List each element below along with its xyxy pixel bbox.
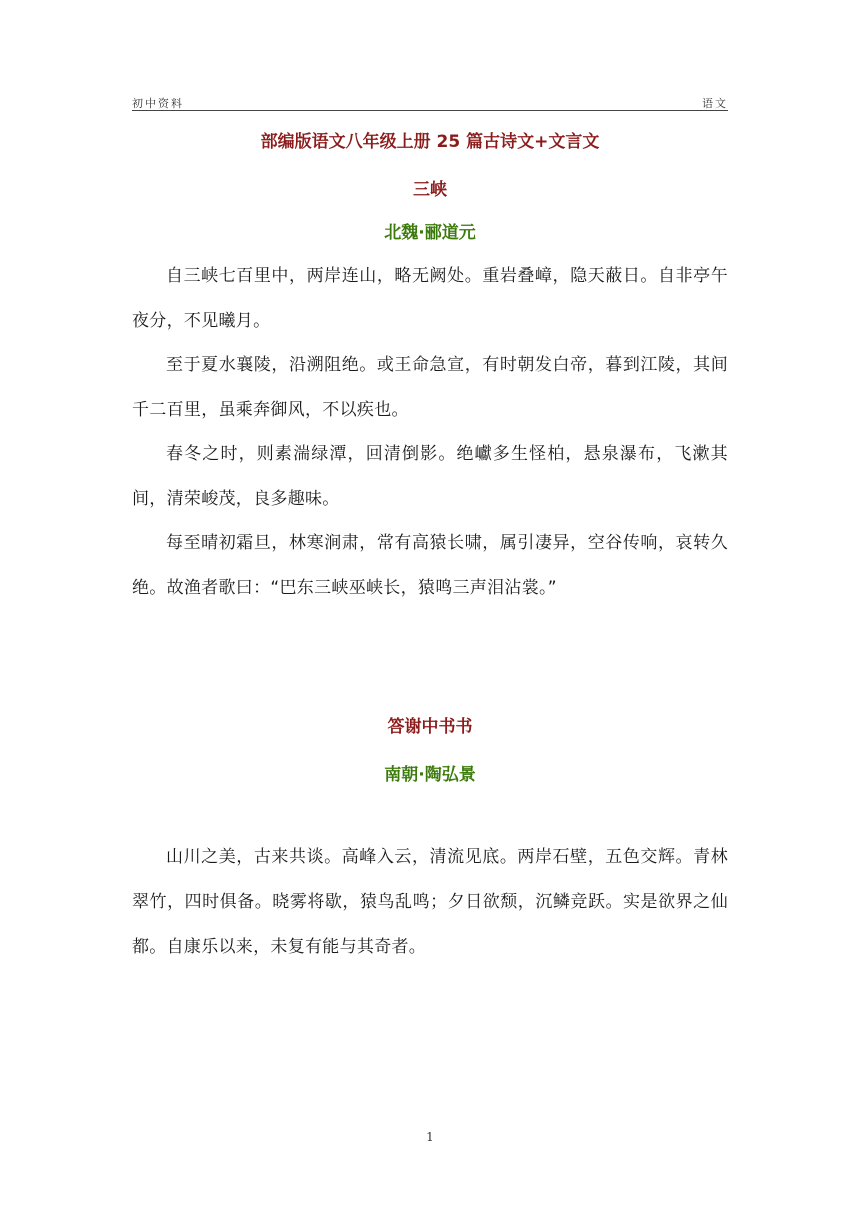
paragraph: 至于夏水襄陵，沿溯阻绝。或王命急宣，有时朝发白帝，暮到江陵，其间千二百里，虽乘奔御风，不以疾也。 [132, 355, 728, 420]
document-title: 部编版语文八年级上册 25 篇古诗文+文言文 [260, 132, 600, 152]
paragraph: 春冬之时，则素湍绿潭，回清倒影。绝巘多生怪柏，悬泉瀑布，飞漱其间，清荣峻茂，良多趣味。 [132, 444, 728, 509]
paragraph: 山川之美，古来共谈。高峰入云，清流见底。两岸石壁，五色交辉。青林翠竹，四时俱备。晓雾将歇，猿鸟乱鸣；夕日欲颓，沉鳞竞跃。实是欲界之仙都。自康乐以来，未复有能与其奇者。 [132, 847, 728, 957]
page-header-right: 语文 [702, 97, 728, 110]
section-title-daxiezhongshushu: 答谢中书书 [387, 717, 473, 737]
paragraph: 自三峡七百里中，两岸连山，略无阙处。重岩叠嶂，隐天蔽日。自非亭午夜分，不见曦月。 [132, 266, 728, 331]
paragraph: 每至晴初霜旦，林寒涧肃，常有高猿长啸，属引凄异，空谷传响，哀转久绝。故渔者歌曰：“巴东三峡巫峡长，猿鸣三声泪沾裳。” [132, 533, 728, 598]
page-number: 1 [426, 1130, 434, 1144]
header-divider [132, 110, 728, 111]
section-author-sanxia: 北魏·郦道元 [384, 223, 476, 243]
section-author-daxiezhongshushu: 南朝·陶弘景 [384, 765, 476, 785]
section-title-sanxia: 三峡 [413, 180, 447, 200]
page-header-left: 初中资料 [132, 97, 184, 110]
